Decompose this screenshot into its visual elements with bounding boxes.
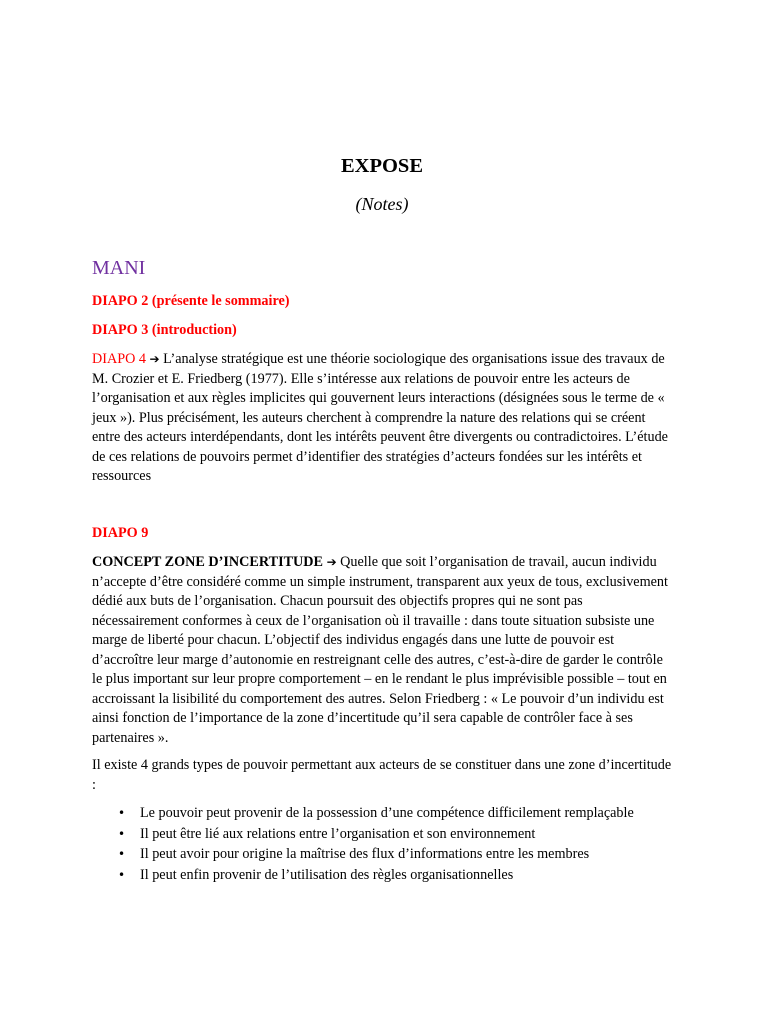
bullet-icon: • bbox=[118, 847, 126, 861]
arrow-right-icon: ➔ bbox=[149, 352, 160, 366]
list-item-text: Il peut enfin provenir de l’utilisation des règles organisationnelles bbox=[140, 866, 514, 883]
diapo-4-paragraph bbox=[92, 350, 672, 487]
concept-text: Quelle que soit l’organisation de travail, aucun individu n’accepte d’être considéré comme un simple instrument, transparent aux yeux de tous, exclusivement dédié aux buts de l’organisation. Chacun poursuit des objectifs propres qui ne sont pas nécessairement conformes à ceux de l’organisation où il travaille : dans toute situation subsiste une marge de liberté pour chacun. L’objectif des individus engagés dans une lutte de pouvoir est d’accroître leur marge d’autonomie en restreignant celle des autres, c’est-à-dire de garder le contrôle le plus important sur leur propre comportement – en le rendant le plus imprévisible possible – tout en accroissant la lisibilité du comportement des autres. Selon Friedberg : « Le pouvoir d’un individu est ainsi fonction de l’importance de la zone d’incertitude qu’il sera capable de contrôler face à ses partenaires ». bbox=[92, 554, 668, 746]
list-item bbox=[92, 825, 672, 845]
concept-paragraph bbox=[92, 553, 672, 748]
bullet-icon: • bbox=[118, 826, 126, 841]
diapo-4-text: L’analyse stratégique est une théorie sociologique des organisations issue des travaux de M. Crozier et E. Friedberg (1977). Elle s’intéresse aux relations de pouvoir entre les acteurs de l’organisation et aux règles implicites qui gouvernent leurs interactions (désignées sous le terme de « jeux »). Plus précisément, les auteurs cherchent à comprendre la nature des relations qui se créent entre des acteurs interdépendants, dont les intérêts peuvent être divergents ou contradictoires. L’étude de ces relations de pouvoirs permet d’identifier des stratégies d’acteurs fondées sur les intérêts et ressources bbox=[92, 351, 668, 484]
list-item bbox=[92, 866, 672, 886]
list-item bbox=[92, 845, 672, 865]
document-subtitle: (Notes) bbox=[355, 194, 409, 214]
speaker-heading: MANI bbox=[92, 257, 146, 279]
document-title: EXPOSE bbox=[340, 155, 424, 177]
list-item-text: Il peut avoir pour origine la maîtrise des flux d’informations entre les membres bbox=[140, 846, 590, 862]
types-intro-paragraph: Il existe 4 grands types de pouvoir permettant aux acteurs de se constituer dans une zone d’incertitude : bbox=[92, 757, 672, 793]
list-item-text: Le pouvoir peut provenir de la possession d’une compétence difficilement remplaçable bbox=[140, 805, 634, 821]
list-item-text: Il peut être lié aux relations entre l’organisation et son environnement bbox=[140, 825, 536, 842]
bullet-icon: • bbox=[118, 867, 126, 882]
bullet-icon: • bbox=[118, 806, 126, 820]
diapo-3-heading: DIAPO 3 (introduction) bbox=[92, 322, 237, 338]
arrow-right-icon: ➔ bbox=[326, 555, 337, 569]
diapo-2-heading: DIAPO 2 (présente le sommaire) bbox=[92, 293, 290, 309]
list-item bbox=[92, 804, 672, 824]
diapo-9-heading: DIAPO 9 bbox=[92, 525, 149, 541]
power-types-list bbox=[92, 804, 672, 886]
diapo-4-label: DIAPO 4 bbox=[92, 351, 146, 367]
concept-label: CONCEPT ZONE D’INCERTITUDE bbox=[92, 554, 324, 570]
